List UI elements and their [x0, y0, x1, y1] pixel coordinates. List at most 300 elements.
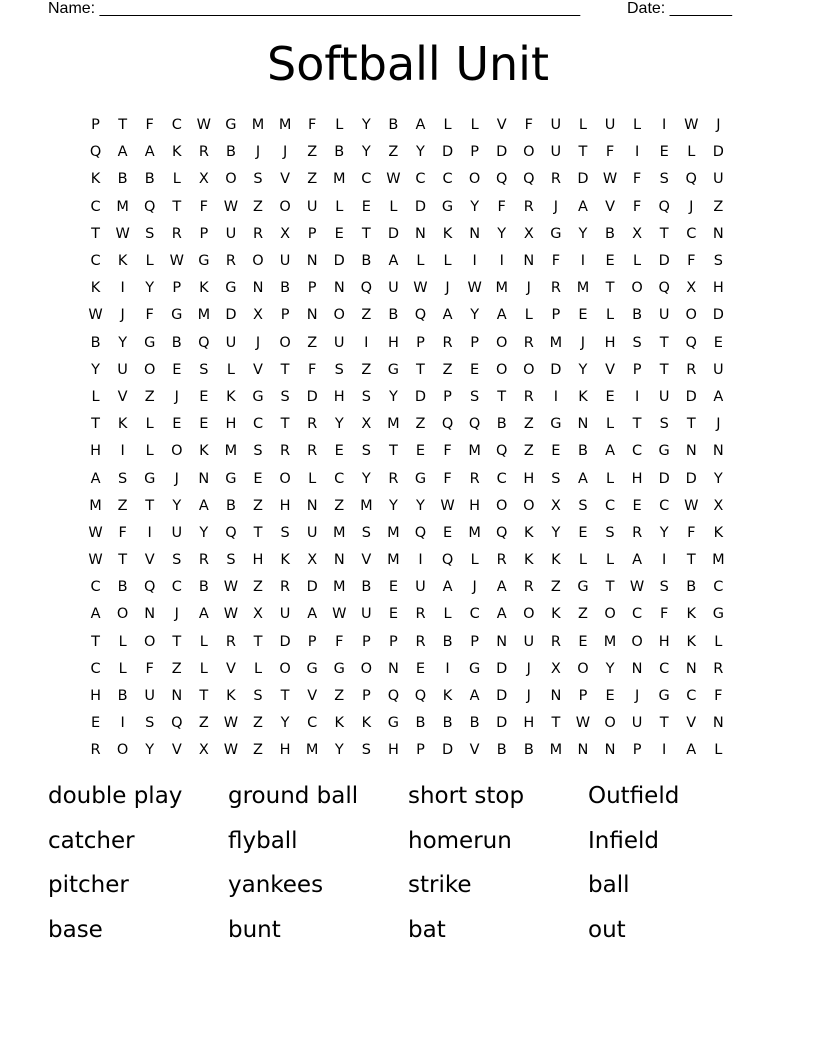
- grid-letter: Y: [659, 524, 669, 541]
- grid-letter: Y: [497, 225, 507, 242]
- grid-letter: A: [90, 606, 101, 623]
- grid-letter: N: [333, 552, 345, 569]
- grid-letter: F: [307, 117, 317, 134]
- grid-letter: F: [307, 361, 317, 378]
- word-list-item: ball: [588, 872, 630, 898]
- grid-letter: W: [386, 171, 401, 188]
- grid-letter: G: [712, 606, 724, 623]
- grid-letter: T: [91, 225, 100, 242]
- grid-letter: U: [658, 388, 670, 405]
- grid-letter: U: [361, 606, 372, 623]
- grid-letter: N: [387, 660, 399, 677]
- grid-letter: P: [307, 280, 317, 297]
- grid-letter: K: [280, 552, 290, 569]
- grid-letter: O: [523, 497, 535, 514]
- grid-letter: W: [88, 552, 103, 569]
- grid-letter: D: [306, 579, 318, 596]
- grid-letter: E: [605, 688, 615, 705]
- grid-letter: Y: [91, 361, 100, 378]
- grid-letter: R: [632, 524, 643, 541]
- grid-letter: Y: [416, 497, 425, 514]
- grid-letter: X: [253, 307, 263, 324]
- grid-letter: F: [687, 524, 696, 541]
- grid-row: [82, 629, 732, 656]
- grid-letter: T: [91, 633, 100, 650]
- grid-letter: E: [578, 633, 588, 650]
- grid-letter: L: [578, 117, 587, 134]
- grid-letter: L: [578, 552, 587, 569]
- grid-letter: F: [145, 660, 154, 677]
- grid-letter: Q: [468, 416, 481, 433]
- grid-letter: G: [387, 361, 400, 378]
- grid-letter: R: [523, 334, 534, 351]
- word-list-item: ground ball: [228, 783, 359, 809]
- grid-letter: O: [468, 171, 481, 188]
- grid-letter: W: [440, 497, 455, 514]
- grid-letter: C: [686, 688, 697, 705]
- grid-letter: B: [117, 579, 128, 596]
- grid-letter: A: [686, 742, 697, 759]
- grid-row: [82, 139, 732, 166]
- grid-letter: L: [172, 171, 181, 188]
- grid-letter: B: [577, 443, 588, 460]
- grid-letter: J: [580, 334, 586, 351]
- grid-letter: Y: [388, 497, 398, 514]
- grid-letter: D: [658, 470, 670, 487]
- grid-letter: F: [443, 443, 452, 460]
- grid-row: [82, 302, 732, 329]
- grid-letter: R: [713, 660, 724, 677]
- grid-letter: K: [713, 524, 724, 541]
- grid-letter: W: [223, 715, 239, 732]
- grid-letter: V: [307, 688, 318, 705]
- grid-letter: R: [550, 633, 561, 650]
- grid-letter: E: [415, 660, 426, 677]
- grid-letter: H: [523, 715, 535, 732]
- grid-letter: E: [172, 361, 182, 378]
- grid-letter: M: [387, 524, 400, 541]
- grid-letter: E: [713, 334, 723, 351]
- grid-letter: R: [550, 171, 561, 188]
- grid-letter: I: [418, 552, 423, 569]
- grid-letter: E: [442, 524, 453, 541]
- grid-row: [82, 411, 732, 438]
- grid-letter: S: [578, 497, 588, 514]
- grid-letter: K: [90, 280, 101, 297]
- grid-letter: W: [223, 579, 239, 596]
- grid-letter: Z: [713, 198, 724, 215]
- grid-letter: U: [117, 361, 128, 378]
- grid-letter: T: [551, 715, 561, 732]
- grid-letter: D: [496, 715, 508, 732]
- grid-letter: X: [550, 497, 561, 514]
- grid-letter: F: [551, 253, 561, 270]
- grid-letter: W: [413, 280, 428, 297]
- word-list-item: yankees: [228, 872, 324, 898]
- grid-letter: T: [659, 225, 669, 242]
- grid-letter: A: [198, 606, 209, 623]
- grid-letter: A: [496, 307, 507, 324]
- grid-letter: L: [91, 388, 100, 405]
- grid-letter: Y: [416, 144, 425, 161]
- grid-letter: D: [685, 388, 697, 405]
- grid-letter: D: [441, 144, 454, 161]
- grid-letter: P: [470, 144, 479, 161]
- grid-row: [82, 547, 732, 574]
- grid-letter: N: [631, 660, 643, 677]
- grid-letter: J: [174, 606, 179, 623]
- grid-letter: M: [332, 579, 346, 596]
- grid-letter: N: [604, 742, 616, 759]
- grid-letter: Q: [441, 552, 454, 569]
- grid-letter: G: [658, 688, 670, 705]
- grid-letter: D: [685, 470, 697, 487]
- grid-letter: S: [118, 470, 128, 487]
- grid-row: [82, 194, 732, 221]
- grid-letter: B: [117, 171, 128, 188]
- grid-letter: C: [90, 198, 101, 215]
- grid-letter: T: [145, 497, 155, 514]
- grid-letter: W: [196, 117, 212, 134]
- grid-letter: J: [255, 334, 261, 351]
- grid-letter: G: [144, 334, 156, 351]
- grid-letter: T: [118, 117, 128, 134]
- grid-letter: Z: [334, 497, 345, 514]
- grid-row: [82, 275, 732, 302]
- grid-row: [82, 493, 732, 520]
- grid-letter: Z: [253, 715, 263, 732]
- grid-letter: K: [524, 552, 534, 569]
- grid-letter: J: [634, 688, 640, 705]
- grid-letter: N: [333, 280, 345, 297]
- word-list-item: Infield: [588, 827, 659, 854]
- word-list-item: double play: [48, 783, 183, 809]
- grid-letter: B: [496, 742, 507, 759]
- word-list-item: Outfield: [588, 783, 680, 809]
- grid-letter: F: [660, 606, 669, 623]
- grid-letter: O: [333, 307, 345, 324]
- grid-row: [82, 248, 732, 275]
- grid-letter: H: [631, 470, 643, 487]
- grid-letter: M: [468, 524, 481, 541]
- grid-letter: Q: [414, 524, 427, 541]
- grid-letter: A: [198, 497, 209, 514]
- grid-letter: Q: [198, 334, 210, 351]
- grid-letter: R: [523, 579, 534, 596]
- grid-letter: A: [90, 470, 101, 487]
- grid-letter: O: [604, 715, 616, 732]
- grid-letter: U: [388, 280, 399, 297]
- grid-letter: D: [712, 144, 724, 161]
- grid-letter: W: [223, 198, 239, 215]
- grid-letter: S: [470, 388, 480, 405]
- grid-letter: Z: [523, 443, 534, 460]
- grid-letter: R: [198, 144, 209, 161]
- grid-letter: U: [225, 225, 237, 242]
- grid-letter: S: [226, 552, 236, 569]
- grid-letter: L: [308, 470, 317, 487]
- grid-letter: N: [198, 470, 210, 487]
- grid-letter: K: [199, 443, 209, 460]
- grid-letter: E: [578, 307, 588, 324]
- grid-letter: H: [658, 633, 670, 650]
- grid-letter: Q: [441, 416, 454, 433]
- grid-letter: M: [305, 742, 319, 759]
- grid-letter: V: [605, 361, 615, 378]
- grid-letter: P: [172, 280, 182, 297]
- grid-letter: T: [388, 443, 398, 460]
- grid-letter: T: [659, 361, 669, 378]
- grid-row: [82, 520, 732, 547]
- grid-row: [82, 737, 732, 764]
- grid-letter: C: [632, 606, 643, 623]
- grid-letter: B: [469, 715, 480, 732]
- grid-letter: H: [279, 497, 291, 514]
- grid-letter: F: [145, 117, 154, 134]
- word-list-item: flyball: [228, 827, 298, 854]
- grid-letter: W: [332, 606, 347, 623]
- grid-letter: T: [578, 144, 588, 161]
- grid-letter: N: [685, 660, 697, 677]
- grid-letter: L: [605, 470, 615, 487]
- grid-letter: A: [713, 388, 724, 405]
- grid-letter: P: [632, 361, 642, 378]
- grid-letter: E: [388, 579, 398, 596]
- grid-letter: J: [716, 117, 721, 134]
- grid-letter: M: [278, 117, 292, 134]
- grid-letter: R: [90, 742, 101, 759]
- grid-letter: S: [145, 225, 155, 242]
- grid-letter: Y: [388, 388, 398, 405]
- grid-letter: N: [415, 225, 426, 242]
- grid-letter: P: [551, 307, 561, 324]
- grid-letter: S: [280, 388, 290, 405]
- grid-letter: I: [662, 552, 667, 569]
- grid-letter: L: [199, 633, 208, 650]
- grid-letter: Z: [388, 144, 399, 161]
- grid-letter: W: [115, 225, 130, 242]
- grid-letter: K: [686, 606, 697, 623]
- grid-letter: H: [90, 688, 101, 705]
- grid-letter: C: [171, 117, 182, 134]
- grid-letter: T: [686, 552, 696, 569]
- grid-row: [82, 384, 732, 411]
- grid-letter: B: [225, 144, 236, 161]
- grid-letter: Z: [442, 361, 453, 378]
- grid-letter: T: [253, 524, 263, 541]
- grid-letter: T: [118, 552, 128, 569]
- grid-letter: M: [332, 524, 346, 541]
- grid-letter: P: [389, 633, 398, 650]
- grid-letter: S: [632, 334, 642, 351]
- grid-letter: B: [117, 688, 128, 705]
- grid-letter: R: [307, 416, 318, 433]
- grid-letter: M: [495, 280, 508, 297]
- grid-letter: H: [279, 742, 291, 759]
- grid-letter: G: [577, 579, 589, 596]
- grid-letter: B: [144, 171, 155, 188]
- grid-letter: A: [469, 688, 480, 705]
- grid-letter: D: [550, 361, 562, 378]
- grid-letter: M: [576, 280, 590, 297]
- grid-letter: D: [658, 253, 670, 270]
- grid-letter: Z: [307, 144, 318, 161]
- grid-letter: B: [442, 715, 453, 732]
- grid-letter: P: [632, 742, 642, 759]
- grid-letter: K: [334, 715, 344, 732]
- grid-letter: K: [524, 524, 534, 541]
- grid-letter: J: [553, 198, 558, 215]
- grid-letter: X: [198, 171, 209, 188]
- grid-letter: Q: [496, 443, 508, 460]
- grid-letter: K: [90, 171, 101, 188]
- grid-letter: Y: [605, 660, 615, 677]
- grid-letter: Y: [334, 742, 344, 759]
- grid-letter: N: [523, 253, 535, 270]
- grid-letter: Q: [496, 524, 508, 541]
- grid-letter: U: [279, 253, 291, 270]
- grid-letter: Y: [470, 307, 480, 324]
- grid-letter: A: [442, 307, 453, 324]
- grid-letter: C: [307, 715, 318, 732]
- grid-letter: E: [578, 524, 588, 541]
- grid-letter: U: [225, 334, 237, 351]
- grid-letter: L: [714, 742, 723, 759]
- grid-letter: S: [659, 416, 669, 433]
- grid-letter: G: [225, 280, 237, 297]
- grid-letter: J: [689, 198, 694, 215]
- grid-letter: N: [306, 253, 318, 270]
- grid-letter: H: [387, 334, 399, 351]
- grid-letter: K: [551, 552, 561, 569]
- grid-letter: E: [334, 225, 344, 242]
- word-list-item: catcher: [48, 827, 135, 854]
- grid-letter: S: [551, 470, 561, 487]
- grid-letter: O: [577, 660, 589, 677]
- grid-letter: Z: [117, 497, 128, 514]
- grid-letter: L: [118, 633, 127, 650]
- grid-letter: L: [443, 117, 452, 134]
- grid-letter: S: [713, 253, 723, 270]
- grid-letter: D: [414, 198, 427, 215]
- grid-letter: N: [252, 280, 264, 297]
- grid-letter: J: [282, 144, 288, 161]
- grid-letter: H: [523, 470, 535, 487]
- grid-letter: E: [90, 715, 101, 732]
- grid-letter: M: [332, 171, 346, 188]
- grid-letter: I: [634, 388, 640, 405]
- grid-letter: R: [171, 225, 182, 242]
- grid-letter: B: [225, 497, 236, 514]
- grid-letter: R: [496, 552, 507, 569]
- word-list-item: base: [48, 916, 103, 943]
- grid-letter: R: [225, 633, 236, 650]
- grid-letter: X: [550, 660, 561, 677]
- grid-letter: C: [90, 660, 101, 677]
- grid-letter: L: [145, 253, 154, 270]
- grid-row: [82, 166, 732, 193]
- grid-letter: Z: [253, 198, 263, 215]
- grid-letter: O: [143, 361, 156, 378]
- grid-letter: Z: [198, 715, 209, 732]
- grid-letter: L: [714, 633, 723, 650]
- grid-letter: P: [307, 633, 317, 650]
- grid-letter: L: [226, 361, 235, 378]
- grid-letter: N: [171, 688, 183, 705]
- grid-letter: Y: [361, 470, 371, 487]
- grid-letter: Z: [415, 416, 426, 433]
- grid-letter: O: [604, 606, 616, 623]
- grid-row: [82, 438, 732, 465]
- grid-letter: S: [253, 688, 263, 705]
- grid-letter: L: [605, 552, 615, 569]
- grid-letter: Y: [334, 416, 344, 433]
- grid-letter: N: [496, 633, 508, 650]
- grid-letter: Z: [253, 579, 263, 596]
- word-list-item: homerun: [408, 827, 512, 854]
- grid-letter: G: [144, 470, 156, 487]
- grid-letter: K: [117, 416, 128, 433]
- grid-letter: U: [306, 524, 318, 541]
- grid-letter: F: [632, 198, 642, 215]
- grid-letter: K: [442, 688, 453, 705]
- grid-letter: E: [632, 497, 642, 514]
- grid-letter: X: [632, 225, 643, 242]
- grid-letter: K: [686, 633, 697, 650]
- grid-letter: N: [469, 225, 481, 242]
- grid-letter: P: [361, 688, 371, 705]
- grid-letter: X: [307, 552, 318, 569]
- grid-letter: T: [686, 416, 696, 433]
- grid-letter: A: [117, 144, 128, 161]
- grid-letter: M: [603, 633, 617, 650]
- grid-letter: I: [445, 660, 450, 677]
- grid-letter: X: [198, 742, 209, 759]
- grid-letter: C: [632, 443, 643, 460]
- grid-letter: C: [686, 225, 697, 242]
- grid-letter: C: [90, 579, 101, 596]
- grid-letter: E: [199, 388, 209, 405]
- grid-letter: L: [687, 144, 696, 161]
- word-search-grid: [82, 112, 732, 765]
- grid-letter: R: [280, 579, 291, 596]
- grid-letter: A: [307, 606, 318, 623]
- grid-letter: Q: [685, 171, 697, 188]
- grid-letter: U: [604, 117, 616, 134]
- grid-letter: B: [90, 334, 101, 351]
- grid-letter: J: [174, 388, 179, 405]
- grid-letter: F: [497, 198, 506, 215]
- grid-letter: E: [199, 416, 209, 433]
- grid-letter: G: [171, 307, 183, 324]
- grid-letter: F: [118, 524, 127, 541]
- grid-letter: B: [496, 416, 507, 433]
- grid-letter: R: [550, 280, 561, 297]
- grid-letter: M: [387, 552, 400, 569]
- grid-letter: Y: [145, 280, 155, 297]
- grid-letter: P: [199, 225, 209, 242]
- grid-letter: O: [496, 497, 508, 514]
- grid-letter: V: [253, 361, 263, 378]
- grid-letter: S: [334, 361, 344, 378]
- grid-letter: Z: [361, 361, 372, 378]
- grid-letter: R: [523, 388, 534, 405]
- grid-letter: O: [523, 144, 535, 161]
- grid-letter: R: [415, 606, 426, 623]
- grid-letter: M: [549, 742, 563, 759]
- grid-letter: M: [197, 307, 211, 324]
- grid-letter: M: [116, 198, 129, 215]
